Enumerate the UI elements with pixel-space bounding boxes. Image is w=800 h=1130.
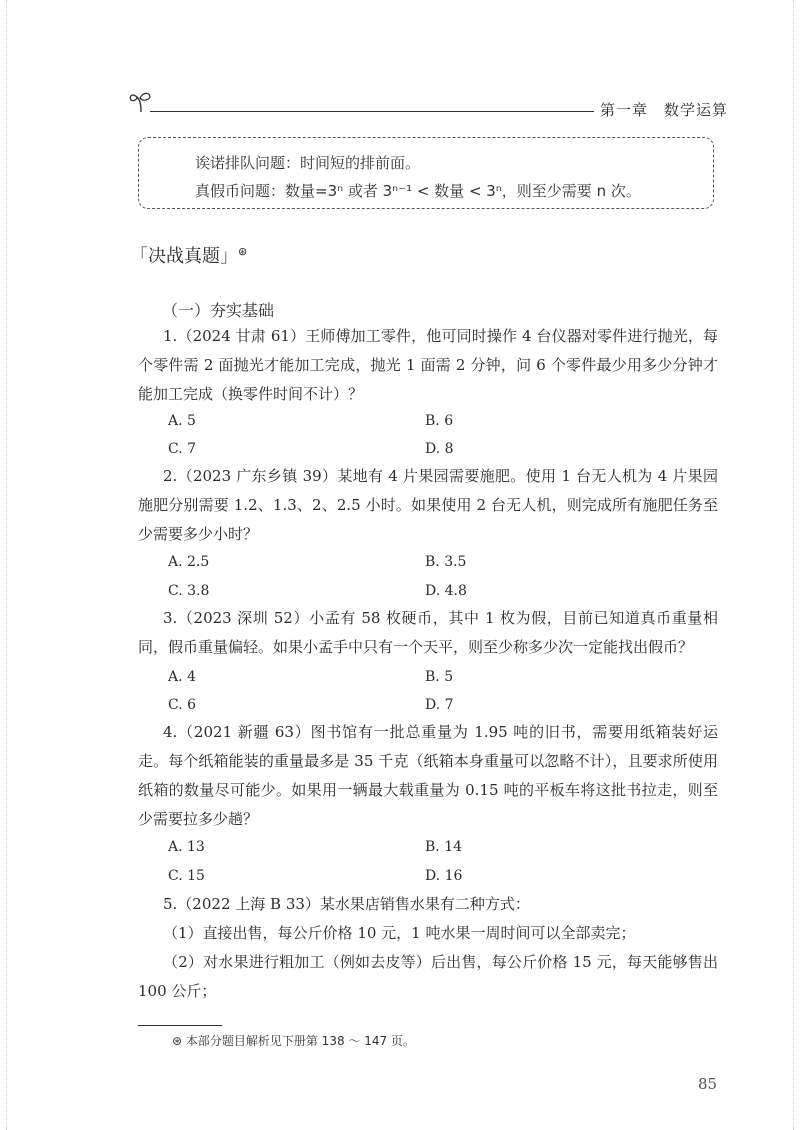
question-3	[138, 604, 718, 662]
question-2-option-b: B. 3.5	[425, 554, 467, 570]
question-4-option-c: C. 15	[168, 868, 205, 884]
question-3-option-b: B. 5	[425, 669, 454, 685]
question-1-option-c: C. 7	[168, 441, 197, 457]
question-3-option-d: D. 7	[425, 697, 454, 713]
page-number: 85	[698, 1075, 718, 1093]
subsection-title: （一）夯实基础	[162, 301, 275, 320]
question-4	[138, 718, 718, 834]
question-5-sub-2: （2）对水果进行粗加工（例如去皮等）后出售，每公斤价格 15 元，每天能够售出 100 公斤；	[138, 953, 718, 1000]
question-1-option-d: D. 8	[425, 441, 454, 457]
footnote: ⊛ 本部分题目解析见下册第 138 ～ 147 页。	[172, 1034, 415, 1048]
tip-line-2: 真假币问题：数量=3ⁿ 或者 3ⁿ⁻¹ < 数量 < 3ⁿ，则至少需要 n 次。	[195, 182, 641, 200]
question-4-stem: 4.（2021 新疆 63）图书馆有一批总重量为 1.95 吨的旧书，需要用纸箱装好运走。每个纸箱能装的重量最多是 35 千克（纸箱本身重量可以忽略不计），且要求所使用纸箱的数量尽可能少。如果用一辆最大载重量为 0.15 吨的平板车将这批书拉走，则至少需要拉多少趟？	[138, 723, 718, 828]
question-1-option-a: A. 5	[168, 413, 196, 429]
tip-box	[138, 137, 714, 209]
question-2-option-d: D. 4.8	[425, 583, 467, 599]
question-5	[138, 890, 718, 1006]
question-5-stem: 5.（2022 上海 B 33）某水果店销售水果有二种方式：	[163, 895, 530, 913]
question-1-option-b: B. 6	[425, 413, 454, 429]
chapter-title: 第一章 数学运算	[594, 99, 728, 120]
question-3-stem: 3.（2023 深圳 52）小孟有 58 枚硬币，其中 1 枚为假，目前已知道真币重量相同，假币重量偏轻。如果小孟手中只有一个天平，则至少称多少次一定能找出假币？	[138, 609, 718, 656]
section-title-text: 「决战真题」	[130, 246, 238, 267]
page-edge-left	[6, 0, 17, 1130]
tip-line-1: 诶诺排队问题：时间短的排前面。	[195, 154, 421, 172]
footnote-mark: ⊛	[238, 245, 248, 258]
question-1	[138, 322, 718, 409]
question-2	[138, 462, 718, 549]
question-2-option-a: A. 2.5	[168, 554, 210, 570]
question-1-stem: 1.（2024 甘肃 61）王师傅加工零件，他可同时操作 4 台仪器对零件进行抛光，每个零件需 2 面抛光才能加工完成，抛光 1 面需 2 分钟，问 6 个零件最少用多少分钟才能加工完成（换零件时间不计）？	[138, 327, 718, 403]
question-4-option-d: D. 16	[425, 868, 463, 884]
question-2-option-c: C. 3.8	[168, 583, 210, 599]
question-3-option-a: A. 4	[168, 669, 196, 685]
question-4-option-a: A. 13	[168, 839, 205, 855]
question-2-stem: 2.（2023 广东乡镇 39）某地有 4 片果园需要施肥。使用 1 台无人机为 4 片果园施肥分别需要 1.2、1.3、2、2.5 小时。如果使用 2 台无人机，则完成所有施肥任务至少需要多少小时？	[138, 467, 718, 543]
page-edge-right	[783, 0, 794, 1130]
footnote-rule	[138, 1025, 222, 1026]
question-4-option-b: B. 14	[425, 839, 463, 855]
question-5-sub-1: （1）直接出售，每公斤价格 10 元，1 吨水果一周时间可以全部卖完；	[163, 924, 636, 942]
section-title	[130, 242, 247, 268]
running-header	[128, 90, 728, 120]
question-3-option-c: C. 6	[168, 697, 197, 713]
